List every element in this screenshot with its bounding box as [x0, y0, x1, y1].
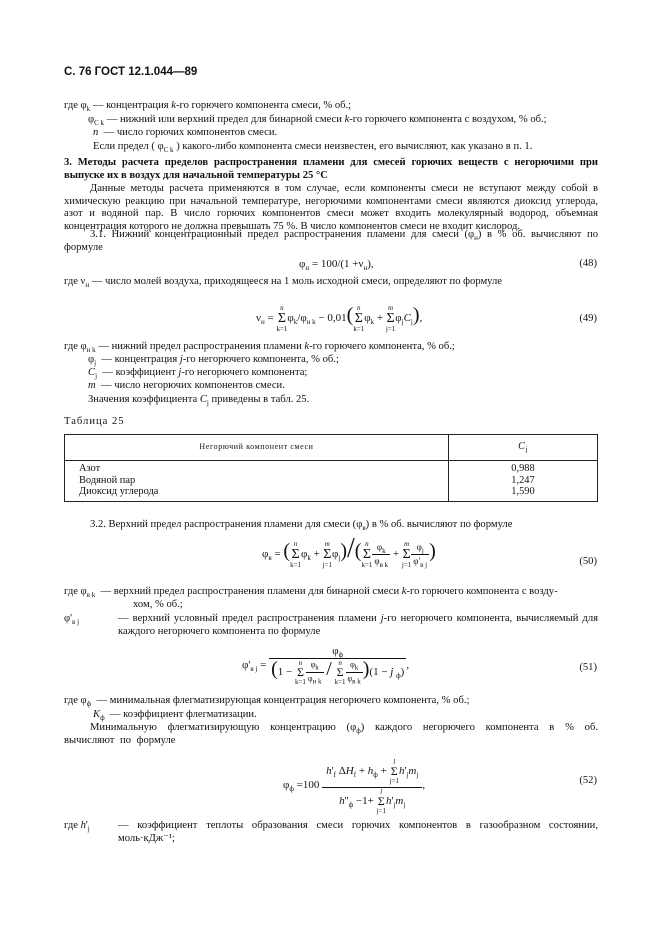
def-hj-text: — коэффициент теплоты образования смеси горючих компонентов в газообразном состоянии, моль·кДж⁻¹;: [118, 820, 598, 844]
equation-51-number: (51): [579, 662, 597, 673]
min-phlegm-paragraph: Минимальную флегматизирующую концентрацию $(\varphi_ф)$ каждого негорючего компонента в % об. вычисляют по формуле: [64, 722, 599, 746]
def-n: n — число горючих компонентов смеси.: [93, 127, 278, 138]
table-cell-name: Диоксид углерода: [65, 486, 449, 501]
def-phi-k: где $\varphi_k$ — концентрация k-го горючего компонента смеси, % об.;: [64, 100, 352, 114]
equation-51: $\varphi'_{в j}$ = $\varphi_ф$ (1 − n Σ k=1 $\frac{\varphi_k}{\varphi_{н k}}$ / n Σ k=1 $\frac{\varphi_k}{\varphi_{в k}}$ )(1 − j $_ф$) ,: [242, 645, 410, 686]
def-phi-j: $\varphi_j$ — концентрация j-го негорючего компонента, % об.;: [88, 354, 339, 368]
equation-48: $\varphi_н = 100/(1 +\nu_н)$,: [299, 258, 374, 273]
table-25: [64, 434, 598, 502]
def-phi-ck: $\varphi_{C k}$ — нижний или верхний предел для бинарной смеси k-го горючего компонента с воздухом, % об.;: [88, 114, 547, 128]
table-cell-value: 1,590: [449, 486, 598, 501]
equation-52: $\varphi_ф =100$ $h'_f$ $\Delta H_f + h_ф$ + l Σ j=1 $h'_jm_j$ $h''_ф -1+$ l Σ j=1 $h'_jm_j$ ,: [283, 758, 426, 815]
def-phi-f: где $\varphi_ф$ — минимальная флегматизирующая концентрация негорючего компонента, % об.;: [64, 695, 470, 709]
table-row: [65, 486, 598, 501]
table-header-component: Негорючий компонент смеси: [65, 435, 449, 461]
table-cell-name: Водяной пар: [65, 475, 449, 487]
def-phi-vk: где $\varphi_{в k}$ — верхний предел распространения пламени для бинарной смеси k-го горючего компонента с возду-: [64, 586, 558, 600]
equation-52-number: (52): [579, 775, 597, 786]
def-kf: $K_ф$ — коэффициент флегматизации.: [93, 709, 257, 723]
equation-49: $\nu_н$ = n Σ k=1 $\varphi_k/\varphi_{н k} - 0,01$( n Σ k=1 $\varphi_k$ + m Σ j=1 $\varphi_jC_j$),: [256, 304, 423, 333]
table-caption: Таблица 25: [64, 416, 125, 427]
def-nu: где $\nu_н$ — число молей воздуха, приходящееся на 1 моль исходной смеси, определяют по формуле: [64, 276, 502, 290]
equation-50-number: (50): [579, 556, 597, 567]
equation-48-number: (48): [579, 258, 597, 269]
def-phi-nk: где $\varphi_{н k}$ — нижний предел распространения пламени k-го горючего компонента, % об.;: [64, 341, 455, 355]
def-unknown-limit: Если предел ( $\varphi_{C k}$ ) какого-либо компонента смеси неизвестен, его вычисляют, как указано в п. 1.: [93, 141, 533, 155]
def-phi-vk-cont: хом, % об.;: [133, 599, 183, 610]
table-cell-value: 0,988: [449, 461, 598, 475]
table-header-cj: $C_j$: [449, 435, 598, 461]
table-cell-name: Азот: [65, 461, 449, 475]
section32-paragraph: 3.2. Верхний предел распространения пламени для смеси $(\varphi_в)$ в % об. вычисляют по формуле: [90, 519, 513, 533]
cj-reference: Значения коэффициента $C_j$ приведены в табл. 25.: [88, 394, 310, 408]
equation-50: $\varphi_в$ = ( n Σ k=1 $\varphi_k$ + m Σ j=1 $\varphi_j)/$( n Σ k=1 $\frac{\varphi_k}{\varphi_{в k}}$ + m Σ j=1 $\frac{\varphi_j}{\varphi'_{в j}}$ ): [262, 533, 436, 569]
def-phi-vj-text: — верхний условный предел распространения пламени j-го негорючего компонента, вычисляемый для каждого негорючего компонента по формуле: [118, 613, 598, 637]
def-phi-vj: $\varphi'_{в j}$: [64, 613, 80, 627]
def-cj: $C_j$ — коэффициент j-го негорючего компонента;: [88, 367, 308, 381]
section3-title: 3. Методы расчета пределов распространения пламени для смесей горючих веществ с негорючими при выпуске их в воздух для начальной температуры 25 °С: [64, 157, 598, 181]
section31-paragraph: 3.1. Нижний концентрационный предел распространения пламени для смеси $(\varphi_н)$ в % об. вычисляют по формуле: [64, 229, 598, 253]
section3-paragraph: Данные методы расчета применяются в том случае, если компоненты смеси не вступают между собой в химическую реакцию при начальной температуре, негорючими компонентами смеси являются диоксид углерода, азот и водяной пар. В число горючих компонентов смеси может входить молекулярный водород, объемная концентрация которого не должна превышать 75 %. В число компонентов смеси не входит кислород.: [64, 183, 598, 232]
equation-49-number: (49): [579, 313, 597, 324]
table-row: [65, 461, 598, 475]
table-cell-value: 1,247: [449, 475, 598, 487]
def-hj-label: где $h'_j$: [64, 820, 90, 834]
def-m: m — число негорючих компонентов смеси.: [88, 380, 285, 391]
table-row: [65, 475, 598, 487]
page-header: С. 76 ГОСТ 12.1.044—89: [64, 66, 198, 78]
